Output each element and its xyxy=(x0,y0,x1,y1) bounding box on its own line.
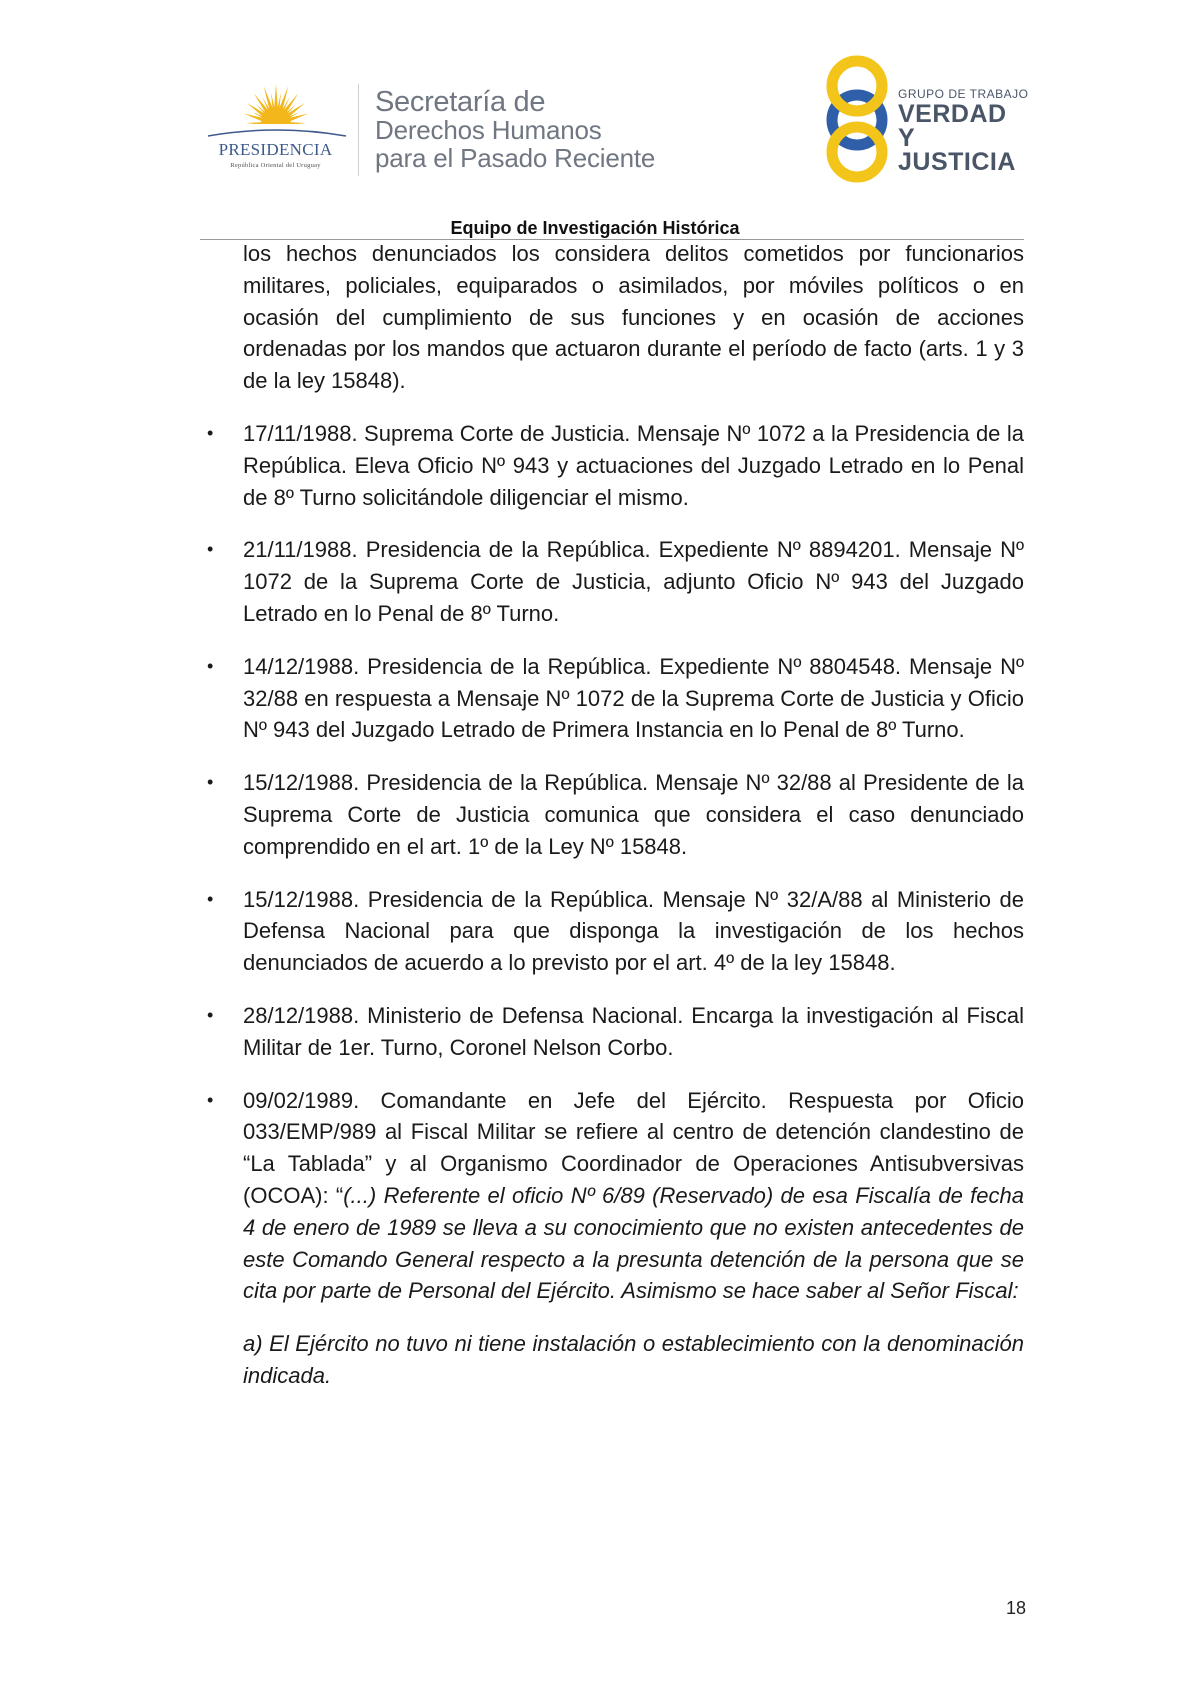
secretaria-line-3: para el Pasado Reciente xyxy=(375,143,656,173)
presidencia-name: PRESIDENCIA xyxy=(218,140,333,159)
secretaria-line-1: Secretaría de xyxy=(375,86,546,118)
list-item xyxy=(207,534,1024,629)
list-item-text: 17/11/1988. Suprema Corte de Justicia. Mensaje Nº 1072 a la Presidencia de la República. Eleva Oficio Nº 943 y actuaciones del Juzgado Letrado en lo Penal de 8º Turno solicitándole diligenciar el mismo. xyxy=(243,420,1024,510)
team-heading: Equipo de Investigación Histórica xyxy=(450,218,740,238)
list-item-text: 28/12/1988. Ministerio de Defensa Nacional. Encarga la investigación al Fiscal Militar de 1er. Turno, Coronel Nelson Corbo. xyxy=(243,1002,1024,1060)
sun-icon xyxy=(198,80,353,140)
verdad-justicia-logo xyxy=(820,54,1030,184)
grupo-title-line-2: JUSTICIA xyxy=(898,148,1016,176)
page-number: 18 xyxy=(1005,1598,1026,1618)
logo-divider xyxy=(358,84,359,176)
list-item xyxy=(207,767,1024,862)
bullet: • xyxy=(207,655,214,676)
list-item xyxy=(207,1000,1024,1064)
intro-paragraph: los hechos denunciados los considera delitos cometidos por funcionarios militares, policiales, equiparados o asimilados, por móviles políticos o en ocasión del cumplimiento de sus funciones y en ocasión de acciones ordenadas por los mandos que actuaron durante el período de facto (arts. 1 y 3 de la ley 15848). xyxy=(243,241,1024,394)
bullet: • xyxy=(207,539,214,560)
linked-rings-icon xyxy=(820,54,895,184)
grupo-title-line-1: VERDAD Y xyxy=(898,100,1007,152)
list-item xyxy=(207,418,1024,513)
bullet: • xyxy=(207,1089,214,1110)
list-item-quote: (...) Referente el oficio Nº 6/89 (Reservado) de esa Fiscalía de fecha 4 de enero de 1989 se lleva a su conocimiento que no existen antecedentes de este Comando General respecto a la presunta detención de la persona que se cita por parte de Personal del Ejército. Asimismo se hace saber al Señor Fiscal: xyxy=(243,1182,1024,1304)
grupo-title xyxy=(898,102,1030,174)
list-item-text: 15/12/1988. Presidencia de la República. Mensaje Nº 32/88 al Presidente de la Suprema Corte de Justicia comunica que considera el caso denunciado comprendido en el art. 1º de la Ley Nº 15848. xyxy=(243,770,1024,859)
secretaria-line-2: Derechos Humanos xyxy=(375,115,602,145)
quote-point-a xyxy=(243,1328,1024,1392)
presidencia-logo xyxy=(198,80,353,175)
list-item-text: 14/12/1988. Presidencia de la República. Expediente Nº 8804548. Mensaje Nº 32/88 en respuesta a Mensaje Nº 1072 de la Suprema Corte de Justicia y Oficio Nº 943 del Juzgado Letrado de Primera Instancia en lo Penal de 8º Turno. xyxy=(243,653,1024,743)
bullet: • xyxy=(207,422,214,443)
bullet: • xyxy=(207,772,214,793)
document-body xyxy=(207,238,1024,1392)
quote-point-a-text: a) El Ejército no tuvo ni tiene instalación o establecimiento con la denominación indicada. xyxy=(243,1331,1024,1388)
list-item xyxy=(207,1085,1024,1392)
secretaria-title xyxy=(375,88,655,172)
list-item-text-plain: 09/02/1989. Comandante en Jefe del Ejército. Respuesta por Oficio 033/EMP/989 al Fiscal Militar se refiere al centro de detención clandestino de “La Tablada” y al Organismo Coordinador de Operaciones Antisubversivas (OCOA): “ xyxy=(243,1087,1024,1208)
list-item-text: 15/12/1988. Presidencia de la República. Mensaje Nº 32/A/88 al Ministerio de Defensa Nacional para que disponga la investigación de los hechos denunciados de acuerdo a lo previsto por el art. 4º de la ley 15848. xyxy=(243,886,1024,976)
bullet: • xyxy=(207,1004,214,1025)
list-item-text: 21/11/1988. Presidencia de la República. Expediente Nº 8894201. Mensaje Nº 1072 de la Suprema Corte de Justicia, adjunto Oficio Nº 943 del Juzgado Letrado en lo Penal de 8º Turno. xyxy=(243,537,1024,626)
bullet: • xyxy=(207,888,214,909)
list-item xyxy=(207,884,1024,979)
list-item xyxy=(207,651,1024,746)
presidencia-subtitle: República Oriental del Uruguay xyxy=(230,162,321,169)
chronology-list xyxy=(207,418,1024,1392)
grupo-label: GRUPO DE TRABAJO xyxy=(898,87,1029,101)
